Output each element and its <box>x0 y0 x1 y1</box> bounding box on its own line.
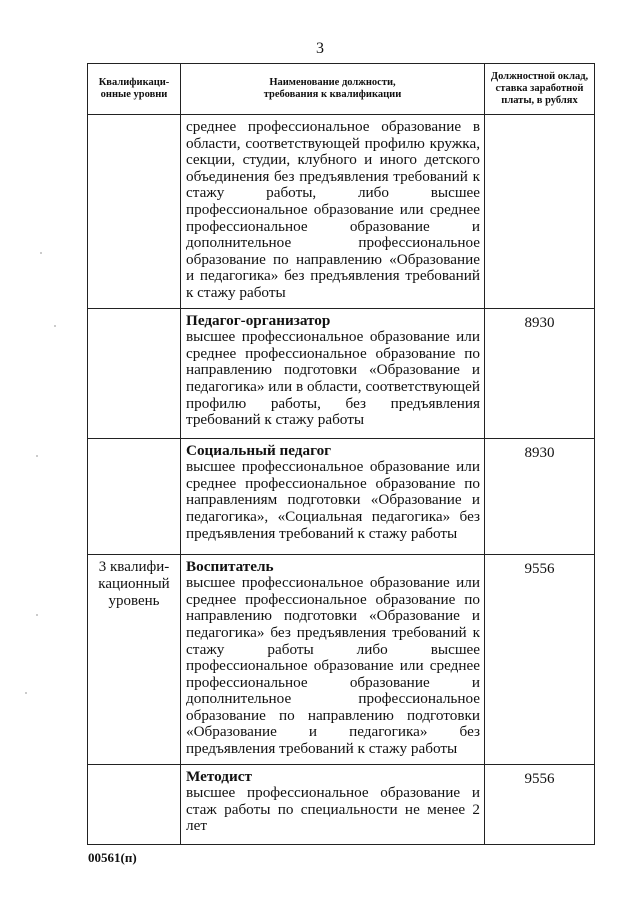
salary-cell: 9556 <box>485 764 595 844</box>
table-header-row <box>88 64 595 115</box>
scan-speck <box>40 252 42 254</box>
header-position: Наименование должности, требования к квалификации <box>181 64 485 115</box>
position-cell <box>181 554 485 764</box>
level-cell <box>88 308 181 438</box>
position-cell <box>181 438 485 554</box>
table-row <box>88 554 595 764</box>
salary-cell <box>485 115 595 309</box>
position-requirements: высшее профессиональное образование или среднее профессиональное образование по направлению подготовки «Образование и педагогика» без предъявления требований к стажу работы либо высшее профессиональное образование или среднее профессиональное образование и дополнительное профессиональное образование по направлению подготовки «Образование и педагогика» без предъявления требований к стажу работы <box>186 574 480 758</box>
position-cell <box>181 308 485 438</box>
position-requirements: высшее профессиональное образование или среднее профессиональное образование по направлению подготовки «Образование и педагогика» или в области, соответствующей профилю работы, без предъявления требований к стажу работы <box>186 328 480 429</box>
document-code: 00561(п) <box>88 850 137 865</box>
table-row <box>88 438 595 554</box>
table-row <box>88 764 595 844</box>
position-cell <box>181 764 485 844</box>
position-requirements: высшее профессиональное образование и стаж работы по специальности не менее 2 лет <box>186 784 480 835</box>
level-cell <box>88 115 181 309</box>
scan-speck <box>54 325 56 327</box>
position-title: Педагог-организатор <box>186 311 331 329</box>
position-title: Воспитатель <box>186 557 274 575</box>
table-row <box>88 308 595 438</box>
level-cell <box>88 764 181 844</box>
scan-speck <box>25 692 27 694</box>
scan-speck <box>36 614 38 616</box>
scan-speck <box>36 455 38 457</box>
table-row <box>88 115 595 309</box>
level-cell: 3 квалифи- кационный уровень <box>88 554 181 764</box>
position-requirements: высшее профессиональное образование или среднее профессиональное образование по направлениям подготовки «Образование и педагогика», «Социальная педагогика» без предъявления требований к стажу работы <box>186 458 480 542</box>
position-cell <box>181 115 485 309</box>
salary-cell: 8930 <box>485 308 595 438</box>
position-requirements: среднее профессиональное образование в области, соответствующей профилю кружка, секции, студии, клубного и иного детского объединения без предъявления требований к стажу работы, либо высшее профессиональное образование или среднее профессиональное образование и дополнительное профессиональное образование по направлению «Образование и педагогика» без предъявления требований к стажу работы <box>186 118 480 301</box>
header-salary: Должностной оклад, ставка заработной платы, в рублях <box>485 64 595 115</box>
salary-cell: 9556 <box>485 554 595 764</box>
header-level: Квалификаци- онные уровни <box>88 64 181 115</box>
level-cell <box>88 438 181 554</box>
page-number: 3 <box>316 40 324 57</box>
salary-cell: 8930 <box>485 438 595 554</box>
position-title: Социальный педагог <box>186 441 332 459</box>
position-title: Методист <box>186 767 252 785</box>
qualification-table <box>87 63 595 845</box>
